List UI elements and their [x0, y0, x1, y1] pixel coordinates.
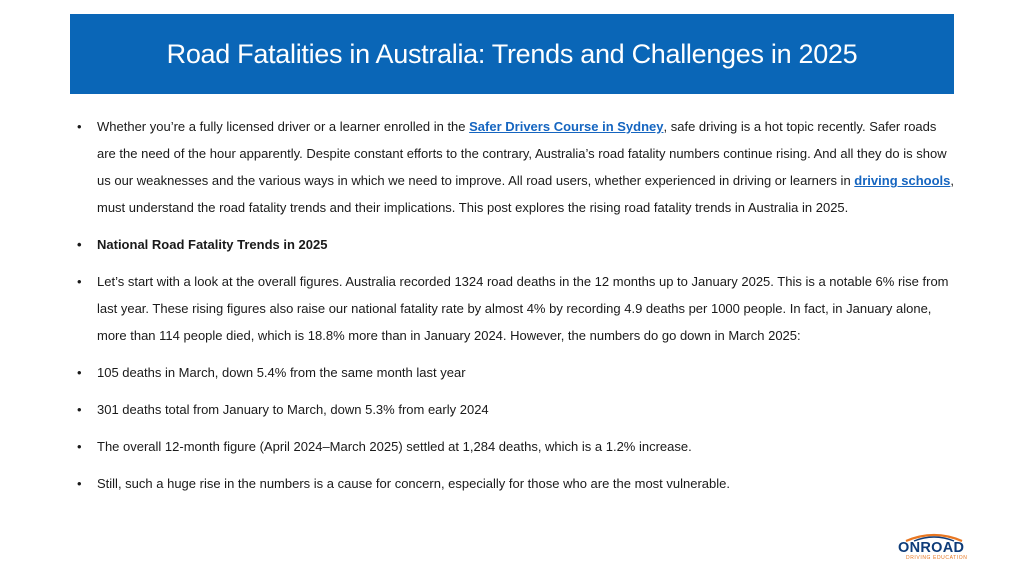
bullet-dot: •	[77, 119, 82, 134]
onroad-logo	[892, 532, 976, 564]
paragraph-text: Let’s start with a look at the overall figures. Australia recorded 1324 road deaths in the 12 months up to January 2025. This is a notable 6% rise from last year. These rising figures also raise our national fatality rate by almost 4% by recording 4.9 deaths per 1000 people. In fact, in January alone, more than 114 people died, which is 18.8% more than in January 2024. However, the numbers do go down in March 2025:	[97, 274, 949, 343]
bullet-dot: •	[77, 237, 82, 252]
paragraph-text: Whether you’re a fully licensed driver or a learner enrolled in the	[97, 119, 470, 134]
list-item	[77, 433, 957, 460]
logo-brand-text: ONROAD	[898, 540, 965, 556]
list-item	[77, 359, 957, 386]
list-item	[77, 268, 957, 349]
driving-schools-link[interactable]: driving schools	[854, 173, 951, 188]
section-heading: National Road Fatality Trends in 2025	[97, 237, 328, 252]
list-item-text: The overall 12-month figure (April 2024–March 2025) settled at 1,284 deaths, which is a 1.2% increase.	[97, 439, 692, 454]
list-item-text: 105 deaths in March, down 5.4% from the same month last year	[97, 365, 466, 380]
bullet-dot: •	[77, 439, 82, 454]
safer-drivers-course-link[interactable]: Safer Drivers Course in Sydney	[469, 119, 664, 134]
bullet-dot: •	[77, 476, 82, 491]
title-banner	[70, 14, 954, 94]
list-item	[77, 470, 957, 497]
paragraph-text: , must understand the road fatality trends and their implications. This post explores the rising road fatality trends in Australia in 2025.	[97, 173, 954, 215]
list-item-text: 301 deaths total from January to March, down 5.3% from early 2024	[97, 402, 489, 417]
bullet-dot: •	[77, 274, 82, 289]
bullet-dot: •	[77, 402, 82, 417]
page-title: Road Fatalities in Australia: Trends and Challenges in 2025	[166, 38, 858, 69]
bullet-list	[77, 113, 957, 507]
list-item	[77, 231, 957, 258]
list-item-text: Still, such a huge rise in the numbers is a cause for concern, especially for those who are the most vulnerable.	[97, 476, 730, 491]
logo-tagline: DRIVING EDUCATION	[906, 555, 968, 561]
bullet-dot: •	[77, 365, 82, 380]
list-item	[77, 113, 957, 221]
list-item	[77, 396, 957, 423]
paragraph-text: , safe driving is a hot topic recently. Safer roads are the need of the hour apparently. Despite constant efforts to the contrary, Australia’s road fatality numbers continue rising. And all they do is show us our weaknesses and the various ways in which we need to improve. All road users, whether experienced in driving or learners in	[97, 119, 947, 188]
